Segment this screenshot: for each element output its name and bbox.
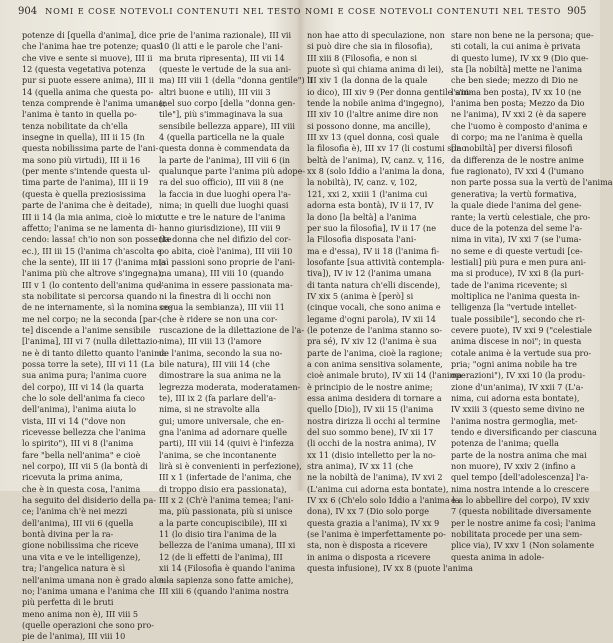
text-line: la quale diede l'anima del gene- [451,200,582,211]
text-line: ce; l'anima ch'è nei mezzi [22,506,128,517]
text-line: parte de l'anima che è deitade), [22,200,153,211]
text-line: ma, più passionata, più si unisce [159,506,293,517]
text-line: fare "bella nell'anima" e cioè [22,449,141,460]
text-line: de ne internamente, sì la nomina co- [22,302,173,313]
text-line: no; l'anima umana e l'anima che [22,585,155,596]
text-line: te] discende a l'anime sensibile [22,324,151,335]
left-running-head [18,6,301,17]
text-line: dell'anima), l'anima aiuta lo [22,404,137,415]
text-line: di troppo disio era passionata), [159,483,287,494]
text-line: pria; "ogni anima nobile ha tre [451,358,577,369]
text-line: duce de la potenza del seme l'a- [451,222,583,233]
text-line: nima in vita), IV xxi 7 (se l'uma- [451,234,582,245]
text-line: (quelle operazioni che sono pro- [22,619,154,630]
text-line: ricevuta la prima anima, [22,472,123,483]
left-column-1 [22,30,173,643]
text-line: 7 (questa nobilitade diversamente [451,506,592,517]
text-line: lirà si è convenienti in perfezione), [159,461,302,472]
text-line: lo spirito"), III vi 8 (l'anima [22,438,134,449]
right-page [303,0,613,574]
text-line: dell'anima), III vii 6 (quella [22,517,134,528]
text-line: legame d'ogni parola), IV xii 14 [307,313,436,324]
right-running-head [305,6,586,17]
text-line: III xiii 8 (Filosofia, e non si [307,52,417,63]
text-line: generativa; la vertù formativa, [451,188,577,199]
text-line: (L'anima cui adorna esta bontate), [307,483,449,494]
text-line: nima; in quelli due luoghi quasi [159,200,289,211]
text-line: bile natura), III viii 14 (che [159,358,270,369]
text-line: tuale possibile"], secondo che ri- [451,313,585,324]
text-line: nima nostra intende a lo crescere [451,483,589,494]
text-line: dimostrare la sua anima ne la [159,370,282,381]
text-line: nima, cui adorna esta bontate), [451,393,580,403]
text-line: da differenza de le nostre anime [451,154,584,165]
text-line: xx 11 (disio intelletto per la no- [307,449,436,460]
left-page-number: 904 [18,6,38,17]
text-line: tiva]), IV iv 12 (l'anima umana [307,268,432,279]
text-line: non parte possa sua la vertù de l'anima [451,177,613,188]
text-line: di tanta natura ch'elli discende), [307,279,441,290]
text-line: po abita, cioè l'anima), III viii 10 [159,245,293,256]
text-line: potenza de l'anima; quella [451,438,559,449]
text-line: legrezza moderata, moderatamen- [159,381,301,392]
text-line: te), III ix 2 (fa parlare dell'a- [159,393,276,403]
text-line: 4 (quella particella ne la quale [159,132,285,143]
text-line: III v 1 (lo contento dell'anima que- [22,279,164,290]
text-line: sta [la nobiltà] mette ne l'anima [451,64,583,75]
text-line: che la sente), III iii 17 (l'anima mia [22,256,166,267]
text-line: nima), III viii 13 (l'amore [159,336,262,347]
text-line: più perfetta di le bruti [22,597,114,608]
text-line: qualunque parte l'anima più adope- [159,166,306,177]
text-line: di corpo; ma ne l'anima è quella [451,132,583,143]
text-line: per suo la filosofia], IV ii 17 (ne [307,222,437,233]
text-line: a la parte concupiscibile), III xi [159,517,288,528]
text-line: prie de l'anima razionale), III vii [159,30,292,40]
text-line: l'anima ben posta; Mezzo da Dio [451,98,585,109]
text-line: tendo e diversificando per ciascuna [451,427,597,438]
text-line: tutte e tre le nature de l'anima [159,211,286,222]
text-line: IV xx 6 (Ch'elo solo Iddio a l'anima la [307,495,460,506]
text-line: telligenza [la "vertude intellet- [451,302,577,313]
text-line: xx 8 (solo Iddio a l'anima la dona, [307,166,445,177]
text-line: questa anima in adole- [451,551,545,562]
text-line: a con anima sensitiva solamente, [307,358,443,369]
text-line: no seme e di queste vertudi [ce- [451,245,583,256]
text-line: losofante [sua attività contempla- [307,256,445,267]
text-line: (che è ridere se non una cor- [159,313,278,324]
text-line: (se l'anima è imperfettamente po- [307,529,446,540]
text-line: bontà divina per la ra- [22,529,114,540]
text-line: ec.), III iii 15 (l'anima ch'ascolta e [22,245,162,256]
text-line: stra anima), IV xx 11 (che [307,461,413,472]
text-line: tade de l'anima ricevente; si [451,279,568,290]
text-line: ma) III viii 1 (della "donna gentile") li [159,75,313,86]
text-line: nima, si ne stravolte alla [159,404,260,415]
text-line: (nel suo corpo [della "donna gen- [159,98,296,109]
text-line: essa anima desidera di tornare a [307,393,442,403]
text-line: per le nostre anime fa così; l'anima [451,517,596,528]
text-line: III x 2 (Ch'è l'anima temea; l'ani- [159,495,294,506]
text-line: non muore), IV xxiv 2 (infino a [451,461,576,472]
text-line: nobilitata procede per una sem- [451,529,583,540]
text-line: gui; umore universale, che en- [159,415,284,426]
text-line: cevere puote), IV xxi 9 ("celestiale [451,324,592,335]
text-line: [la nobiltà] per diversi filosofi [451,143,573,154]
text-line: di questo lume), IV xx 9 (Dio que- [451,52,589,63]
text-line: III xiii 6 (quando l'anima nostra [159,585,289,596]
text-line: IV xxiii 3 (questo seme divino ne [451,404,585,415]
text-line: ne la nobiltà de l'anima), IV xvi 2 [307,472,443,483]
text-line: tenza comprende è l'anima umana; [22,98,166,109]
text-line: moltiplica ne l'anima questa in- [451,290,580,301]
text-line: la filosofia è), III xv 17 (li costumi sono [307,143,467,154]
text-line: l'anima più che altrove s'ingegna), [22,268,164,279]
text-line: stare non bene ne la persona; que- [451,30,594,40]
text-line: l'anima, se che incontanente [159,449,277,460]
text-line: tende la nobile anima d'ingegno), [307,98,445,109]
text-line: che è in questa cosa, l'anima [22,483,141,494]
text-line: zione d'un'anima), IV xxii 7 (L'a- [451,381,584,392]
text-line: 12 (questa vegetativa potenza [22,64,146,75]
text-line: che ben siede; mezzo di Dio ne [451,75,578,86]
text-line: ma sono più virtudi), III ii 16 [22,154,141,165]
text-line: gione nobilissima che riceve [22,540,139,551]
text-line: segua la sembianza), III viii 11 [159,302,285,313]
text-line: dona), IV xx 7 (Dio solo porge [307,506,430,517]
text-line: 12 (de li effetti de l'anima), III [159,551,283,562]
text-line: (li occhi de la nostra anima), IV [307,438,436,449]
text-line: (le potenze de l'anima stanno so- [307,324,442,335]
text-line: possa torre la sete), III vi 11 (La [22,358,155,369]
left-running-head-text: NOMI E COSE NOTEVOLI CONTENUTI NEL TESTO [45,6,302,16]
text-line: sua anima pura; l'anima cuore [22,370,147,381]
text-line: e a lo abbellire del corpo), IV xxiv [451,495,590,506]
text-line: hanno giurisdizione), III viii 9 [159,222,281,233]
text-line: 11 (lo disio tira l'anima de la [159,529,277,540]
text-line: sta nobilitate si percorsa quando [22,290,157,301]
text-line: tra; l'angelica natura è sì [22,563,126,574]
text-line: vista, III vi 14 ("dove non [22,415,126,426]
text-line: l'anima ben posta), IV xx 10 (ne [451,86,582,97]
text-line: ne l'anima), IV xxi 2 (è da sapere [451,109,587,120]
text-line: sensibile bellezza appare), III viii [159,120,295,131]
text-line: questa infusione), IV xx 8 (puote l'anima [307,563,473,574]
text-line: me nel corpo; ne la seconda [par- [22,313,160,324]
right-column-2 [451,30,613,563]
text-line: (cinque vocali, che sono anima e [307,302,441,313]
text-line: nell'anima umana non è grado alcu- [22,574,170,585]
text-line: la dono [la beltà] a l'anima [307,211,417,222]
text-line: tima parte de l'anima), III ii 19 [22,177,149,188]
text-line: la nobiltà), IV, canz. v, 102, [307,177,418,188]
text-line: si possono donne, ma ancille), [307,120,431,131]
text-line: la faccia in due luoghi opera l'a- [159,188,291,199]
text-line: parti), III viii 14 (quivi è l'infezza [159,438,294,449]
text-line: (questa è quella preziosissima [22,188,146,199]
text-line: tenza nobilitate da ch'ella [22,120,128,131]
text-line: 121, xxi 2, xxiii 1 (l'anima cui [307,188,428,199]
text-line: pra sé), IV xiv 12 (l'anima è sua [307,336,437,347]
right-page-number: 905 [567,6,587,17]
text-line: si può dire che sia in filosofia), [307,41,433,52]
text-line: del corpo), III vi 14 (la quarta [22,381,144,392]
text-line: altri buone e utili), III viii 3 [159,86,271,97]
text-line: meno anima non è), III viii 5 [22,608,139,619]
text-line: cendo: lassa! ch'io non son possente [22,234,172,245]
text-line: de l'anima, secondo la sua no- [159,347,283,358]
text-line: plice via), IV xxv 1 (Non solamente [451,540,595,551]
text-line: quel tempo [dell'adolescenza] l'a- [451,472,589,483]
text-line: ha seguito del disiderio della pa- [22,495,157,506]
text-line: pur si puote essere anima), III ii [22,75,154,86]
text-line: sta, non è disposta a ricevere [307,540,428,551]
right-running-head-text: NOMI E COSE NOTEVOLI CONTENUTI NEL TESTO [305,6,562,16]
text-line: potenze di [quella d'anima], dice [22,30,157,40]
text-line: ni la finestra di li occhi non [159,290,272,301]
text-line: 10 (li atti e le parole che l'ani- [159,41,283,52]
text-line: operazioni"), IV xxi 10 (la produ- [451,370,586,381]
text-line: e la sapienza sono fatte amiche), [159,574,294,585]
text-line: che lo sole dell'anima fa cieco [22,393,145,403]
text-line: ma si produce), IV xxi 8 (la puri- [451,268,584,279]
text-line: affetto; l'anima se ne lamenta di- [22,222,157,233]
text-line: la Filosofia disposata l'ani- [307,234,417,245]
text-line: anima discese in noi"; in questa [451,336,582,347]
text-line: questa grazia a l'anima), IV xx 9 [307,517,440,528]
text-line: rante; la vertù celestiale, che pro- [451,211,591,222]
text-line: cioè animale bruto), IV xii 14 (l'anima [307,370,463,381]
text-line: (sì passioni sono proprie de l'ani- [159,256,295,267]
text-line: una vita e ve le intelligenze), [22,551,141,562]
text-line: cotale anima è la vertude sua pro- [451,347,592,358]
text-line: (la donna che nel difizio del cor- [159,234,291,245]
text-line: IV xix 5 (anima è [però] si [307,290,414,301]
text-line: sti cotali, la cui anima è privata [451,41,581,52]
text-line: puote sì qui chiama anima di lei), [307,64,444,75]
text-line: bellezza de l'anima umana), III xi [159,540,296,551]
text-line: nel corpo), III vii 5 (la bontà di [22,461,148,472]
text-line: del suo sommo bene), IV xii 17 [307,427,434,438]
text-line: parte de la nostra anima che mai [451,449,587,460]
text-line: adorna esta bontà), IV ii 17, IV [307,200,434,211]
text-line: la parte de l'anima), III viii 6 (in [159,154,291,165]
text-line: lestiali] più pura e men pura ani- [451,256,586,267]
text-line: nostra dirizza lì occhi al termine [307,415,441,426]
text-line: ruscazione de la dilettazione de l'a- [159,324,305,335]
text-line: ne è di tanto diletto quanto l'anima [22,347,167,358]
text-line: insegne in quella), III ii 15 (In [22,132,145,143]
text-line: in anima o disposta a ricevere [307,551,431,562]
text-line: che vive e sente si muove), III ii [22,52,153,63]
text-line: l'anima è tanto in quella po- [22,109,137,120]
text-line: ra del suo officio), III viii 8 (ne [159,177,284,188]
text-line: io dico), III xiv 9 (Per donna gentile s'in- [307,86,472,97]
text-line: l'anima in essere passionata ma- [159,279,293,290]
text-line: è principio de le nostre anime; [307,381,433,392]
text-line: III x 1 (infertade de l'anima, che [159,472,292,483]
text-line: che l'uomo è composto d'anima e [451,120,588,131]
text-line: non hae atto di speculazione, non [307,30,445,40]
text-line: fue ragionato), IV xxi 4 (l'umano [451,166,584,177]
text-line: gna l'anima ad adornare quelle [159,427,288,438]
text-line: tile"], più s'immaginava la sua [159,109,283,120]
text-line: ma bruta ripresenta), III vii 14 [159,52,285,63]
text-line: (per mente s'intende questa ul- [22,166,151,177]
text-line: (queste le vertude de la sua ani- [159,64,291,75]
text-line: 14 (quella anima che questa po- [22,86,154,97]
text-line: pie de l'anima), III viii 10 [22,631,126,642]
text-line: ricevesse bellezza che l'anima [22,427,146,438]
text-line: quello [Dio]), IV xii 15 (l'anima [307,404,434,415]
text-line: III xiv 10 (l'altre anime dire non [307,109,439,120]
text-line: ma e d'essa), IV ii 18 (l'anima fi- [307,245,440,256]
right-column-1 [307,30,473,575]
text-line: ma umana), III viii 10 (quando [159,268,284,279]
text-line: questa nobilissima parte de l'ani- [22,143,159,154]
text-line: [l'anima], III vi 7 (nulla dilettazio- [22,336,161,347]
left-column-2 [159,30,313,597]
text-line: xii 14 (Filosofia è quando l'anima [159,563,296,574]
text-line: beltà de l'anima), IV, canz. v, 116, [307,154,445,165]
text-line: l'anima nostra germoglia, met- [451,415,578,426]
text-line: III xiv 1 (la donna de la quale [307,75,428,86]
text-line: che l'anima hae tre potenze; quasi [22,41,164,52]
text-line: questa donna è commendata da [159,143,290,154]
text-line: III ii 14 (la mia anima, cioè lo mio [22,211,161,222]
text-line: parte de l'anima, cioè la ragione; [307,347,443,358]
text-line: III xv 13 (quel donna, così quale [307,132,440,143]
